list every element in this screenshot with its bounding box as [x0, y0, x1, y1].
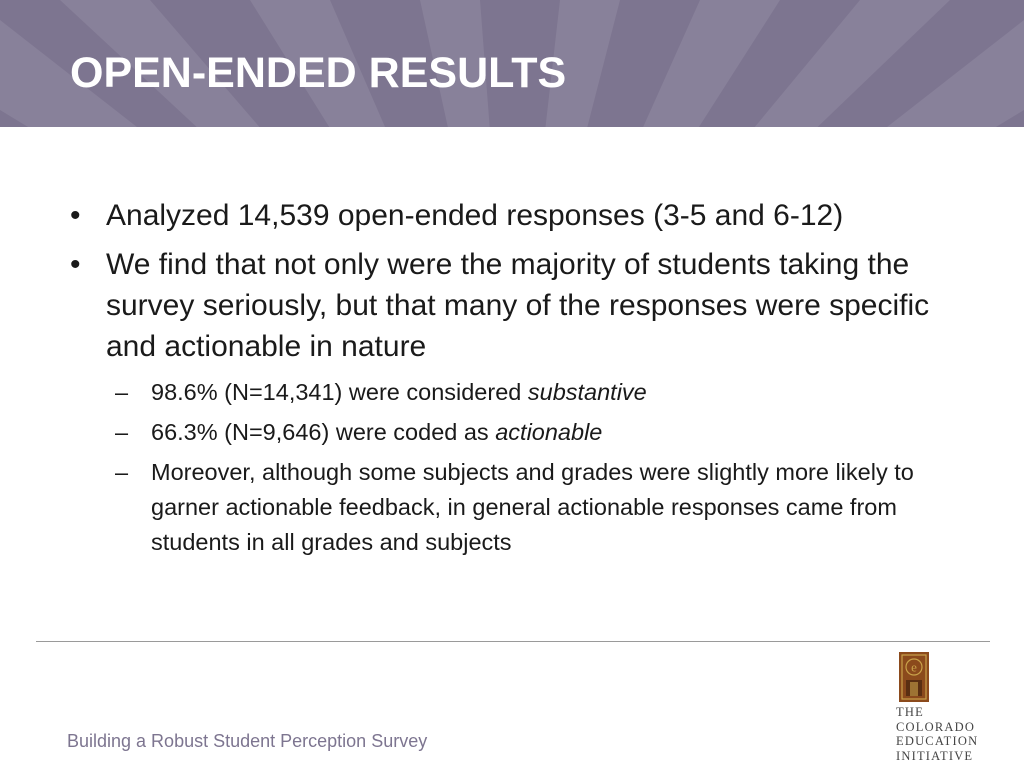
sub-bullet-text: Moreover, although some subjects and grades were slightly more likely to garner actionable feedback, in general actionable responses came from students in all grades and subjects	[151, 459, 914, 555]
sub-bullet-marker: –	[115, 459, 129, 485]
sub-bullet-marker: –	[115, 419, 129, 445]
bullet-item	[70, 195, 986, 236]
logo-line: INITIATIVE	[896, 748, 974, 763]
bullet-item	[70, 244, 986, 367]
sub-bullet-emphasis: substantive	[527, 379, 647, 405]
sub-bullet-marker: –	[115, 379, 129, 405]
footer-divider	[36, 641, 990, 642]
sub-bullet-emphasis: actionable	[495, 419, 603, 445]
sub-bullet-text: 66.3% (N=9,646) were coded as	[151, 419, 496, 445]
bullet-text: We find that not only were the majority of students taking the survey seriously, but that many of the responses were specific and actionable in nature	[106, 248, 930, 363]
footer-caption: Building a Robust Student Perception Survey	[67, 731, 428, 751]
sub-bullet-list	[70, 375, 990, 560]
slide-title: OPEN-ENDED RESULTS	[70, 49, 567, 97]
sub-bullet-item	[115, 415, 966, 450]
logo-e-icon	[899, 652, 929, 702]
sub-bullet-item	[115, 455, 966, 560]
bullet-marker: •	[70, 248, 81, 281]
logo-line: THE	[896, 705, 924, 719]
logo-wordmark	[896, 705, 996, 763]
sub-bullet-item	[115, 375, 966, 410]
sub-bullet-text: 98.6% (N=14,341) were considered	[151, 379, 528, 405]
logo-line: COLORADO	[896, 719, 976, 734]
bullet-text: Analyzed 14,539 open-ended responses (3-5 and 6-12)	[106, 199, 844, 232]
slide-body	[70, 195, 990, 565]
title-banner	[0, 0, 1024, 127]
logo-line: EDUCATION	[896, 734, 979, 748]
bullet-marker: •	[70, 199, 81, 232]
logo-letter: e	[911, 659, 917, 675]
